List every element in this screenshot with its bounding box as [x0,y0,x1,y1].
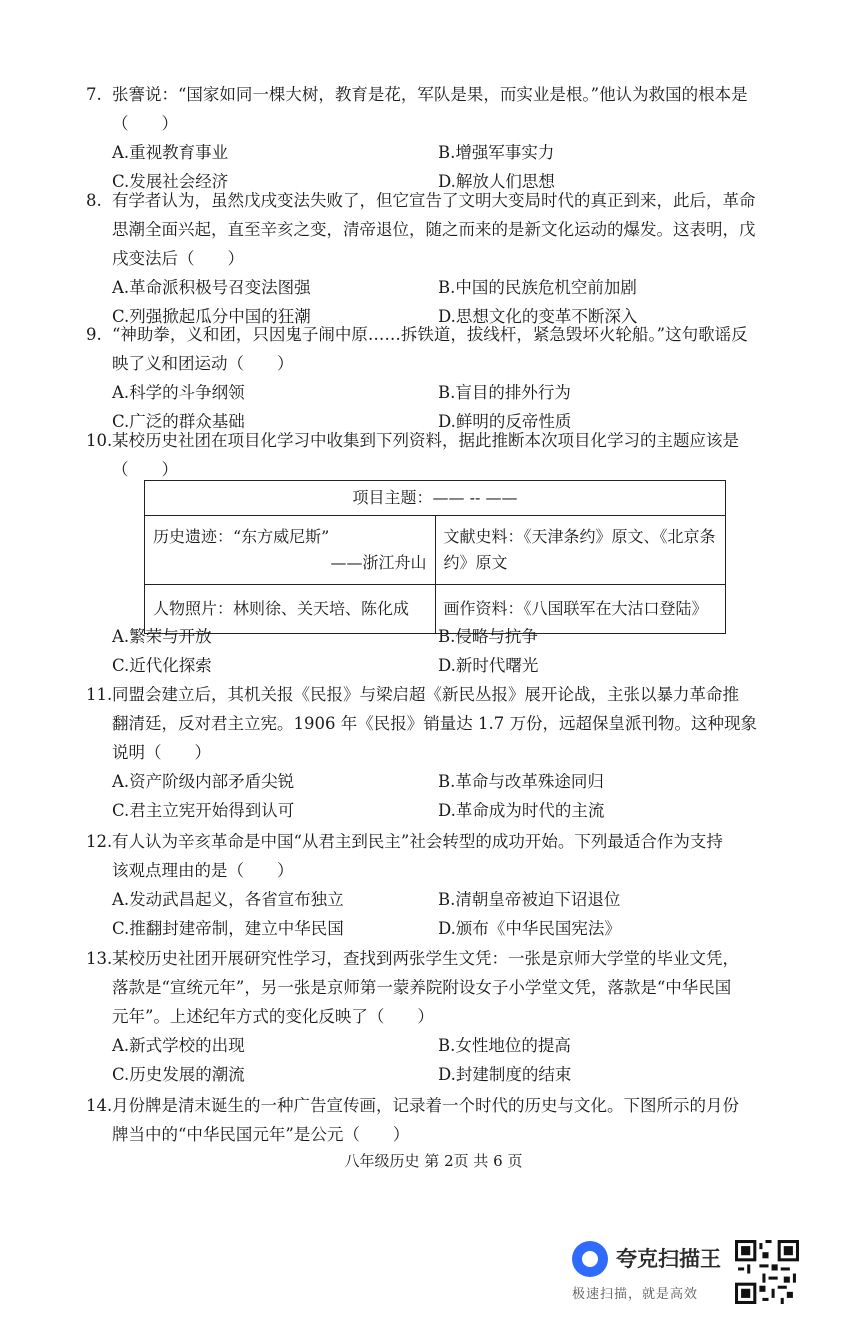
question-stem-cont: 映了义和团运动（ ） [112,354,294,373]
question-number: 7. [86,85,102,104]
historic-site-text: 历史遗迹：“东方威尼斯” [153,527,330,546]
option-d[interactable]: D.封建制度的结束 [438,1065,572,1084]
table-cell-paintings: 画作资料：《八国联军在大沽口登陆》 [435,585,726,634]
page-footer: 八年级历史 第 2页 共 6 页 [344,1152,523,1170]
question-7 [86,80,786,196]
option-a[interactable]: A.新式学校的出现 [112,1036,245,1055]
question-number: 11. [86,685,113,704]
qr-code-icon[interactable] [735,1240,799,1304]
question-stem-cont: 戌变法后（ ） [112,249,244,268]
option-d[interactable]: D.颁布《中华民国宪法》 [438,919,621,938]
option-b[interactable]: B.侵略与抗争 [438,627,538,646]
question-10-options [86,622,786,680]
question-10 [86,426,786,484]
question-number: 13. [86,949,113,968]
brand-slogan: 极速扫描，就是高效 [572,1287,699,1302]
question-stem: 某校历史社团开展研究性学习，查找到两张学生文凭：一张是京师大学堂的毕业文凭， [112,949,739,968]
question-stem-cont: 牌当中的“中华民国元年”是公元（ ） [112,1125,410,1144]
question-stem-cont: 该观点理由的是（ ） [112,861,294,880]
question-12 [86,827,786,943]
question-stem-cont: （ ） [112,460,178,479]
question-stem-cont: 翻清廷，反对君主立宪。1906 年《民报》销量达 1.7 万份，远超保皇派刊物。这种现象 [112,714,757,733]
option-b[interactable]: B.清朝皇帝被迫下诏退位 [438,890,621,909]
brand-name: 夸克扫描王 [616,1247,721,1271]
option-c[interactable]: C.君主立宪开始得到认可 [112,801,295,820]
option-b[interactable]: B.革命与改革殊途同归 [438,772,604,791]
option-d[interactable]: D.鲜明的反帝性质 [438,412,572,431]
project-theme: 项目主题：—— -- —— [145,481,726,516]
option-d[interactable]: D.新时代曙光 [438,656,539,675]
question-stem-cont: 落款是“宣统元年”，另一张是京师第一蒙养院附设女子小学堂文凭，落款是“中华民国 [112,978,732,997]
option-b[interactable]: B.增强军事实力 [438,143,555,162]
question-13 [86,944,786,1089]
table-cell-photos: 人物照片：林则徐、关天培、陈化成 [145,585,436,634]
question-stem: 张謇说：“国家如同一棵大树，教育是花，军队是果，而实业是根。”他认为救国的根本是 [112,85,748,104]
project-materials-table [144,480,726,634]
options [86,885,786,943]
option-a[interactable]: A.革命派积极号召变法图强 [112,278,311,297]
table-cell-documents: 文献史料：《天津条约》原文、《北京条约》原文 [435,516,726,585]
option-c[interactable]: C.历史发展的潮流 [112,1065,245,1084]
option-d[interactable]: D.解放人们思想 [438,172,555,191]
option-a[interactable]: A.重视教育事业 [112,143,229,162]
question-number: 10. [86,431,113,450]
option-b[interactable]: B.女性地位的提高 [438,1036,571,1055]
question-14 [86,1091,786,1149]
question-stem: 有学者认为，虽然戊戌变法失败了，但它宣告了文明大变局时代的真正到来，此后，革命 [112,191,756,210]
question-stem: 有人认为辛亥革命是中国“从君主到民主”社会转型的成功开始。下列最适合作为支持 [112,832,723,851]
question-number: 9. [86,325,102,344]
question-stem: 月份牌是清末诞生的一种广告宣传画，记录着一个时代的历史与文化。下图所示的月份 [112,1096,739,1115]
question-11 [86,680,786,825]
question-stem-cont: 说明（ ） [112,743,211,762]
option-c[interactable]: C.广泛的群众基础 [112,412,245,431]
options [86,767,786,825]
options [86,1031,786,1089]
option-a[interactable]: A.资产阶级内部矛盾尖锐 [112,772,295,791]
option-b[interactable]: B.中国的民族危机空前加剧 [438,278,637,297]
option-b[interactable]: B.盲目的排外行为 [438,383,571,402]
question-number: 14. [86,1096,113,1115]
option-c[interactable]: C.列强掀起瓜分中国的狂潮 [112,307,311,326]
question-stem: “神助拳，义和团，只因鬼子闹中原……拆铁道，拔线杆，紧急毁坏火轮船。”这句歌谣反 [112,325,748,344]
option-d[interactable]: D.思想文化的变革不断深入 [438,307,638,326]
option-d[interactable]: D.革命成为时代的主流 [438,801,605,820]
option-c[interactable]: C.发展社会经济 [112,172,229,191]
question-stem-cont: 思潮全面兴起，直至辛亥之变，清帝退位，随之而来的是新文化运动的爆发。这表明，戊 [112,220,756,239]
scanner-watermark [572,1237,742,1307]
table-cell-historic-site [145,516,436,585]
option-c[interactable]: C.近代化探索 [112,656,212,675]
question-9 [86,320,786,436]
options [86,622,786,680]
option-a[interactable]: A.科学的斗争纲领 [112,383,245,402]
question-stem-cont: 元年”。上述纪年方式的变化反映了（ ） [112,1007,434,1026]
quark-logo-icon [572,1241,608,1277]
question-8 [86,186,786,331]
historic-site-location: ——浙江舟山 [330,553,427,572]
question-stem-cont: （ ） [112,114,178,133]
option-c[interactable]: C.推翻封建帝制，建立中华民国 [112,919,344,938]
question-stem: 某校历史社团在项目化学习中收集到下列资料，据此推断本次项目化学习的主题应该是 [112,431,739,450]
question-number: 8. [86,191,102,210]
option-a[interactable]: A.繁荣与开放 [112,627,212,646]
option-a[interactable]: A.发动武昌起义，各省宣布独立 [112,890,344,909]
question-number: 12. [86,832,113,851]
question-stem: 同盟会建立后，其机关报《民报》与梁启超《新民丛报》展开论战，主张以暴力革命推 [112,685,739,704]
